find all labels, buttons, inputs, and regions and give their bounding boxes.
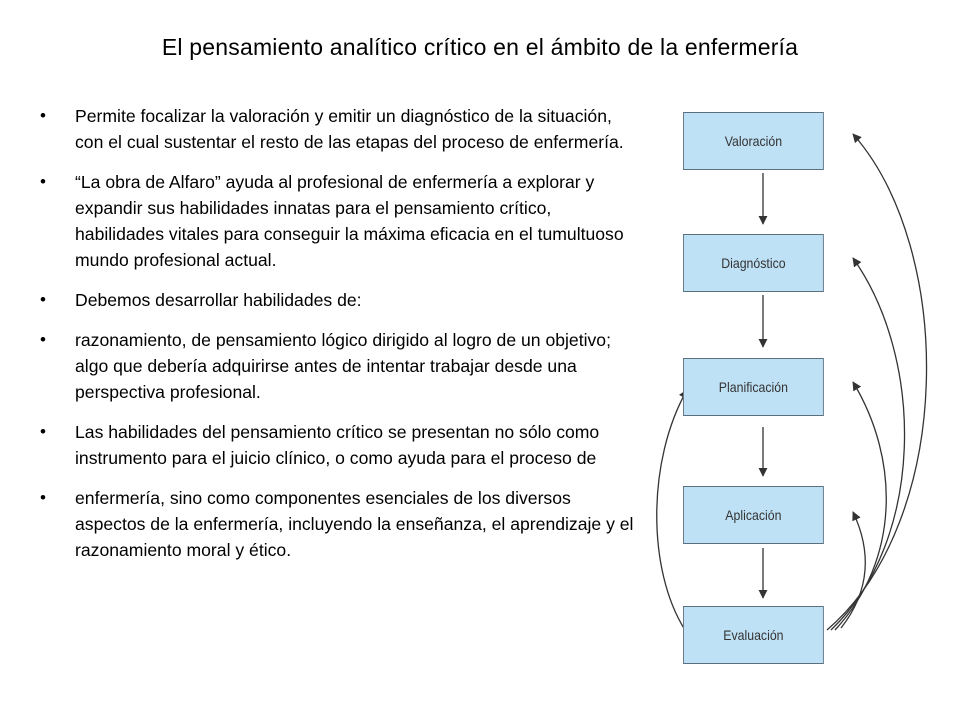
bullet-text: Las habilidades del pensamiento crítico se presentan no sólo como instrumento para el juicio clínico, o como ayuda para el proceso de	[75, 422, 600, 468]
bullet-list	[40, 103, 640, 563]
nursing-process-diagram	[655, 100, 935, 670]
bullet-item	[40, 327, 640, 405]
bullet-item	[40, 287, 640, 313]
feedback-arrow-valoracion	[827, 134, 927, 630]
bullet-icon: •	[40, 290, 46, 309]
bullet-text: Debemos desarrollar habilidades de:	[75, 290, 362, 310]
bullet-icon: •	[40, 106, 46, 125]
node-valoracion: Valoración	[683, 112, 824, 170]
bullet-text: razonamiento, de pensamiento lógico dirigido al logro de un objetivo; algo que debería adquirirse antes de intentar trabajar desde una perspectiva profesional.	[75, 330, 611, 402]
bullet-item	[40, 485, 640, 563]
feedback-arrow-aplicacion	[841, 512, 865, 628]
bullet-icon: •	[40, 330, 46, 349]
bullet-icon: •	[40, 422, 46, 441]
bullet-text: Permite focalizar la valoración y emitir un diagnóstico de la situación, con el cual sustentar el resto de las etapas del proceso de enfermería.	[75, 106, 624, 152]
bullet-text: enfermería, sino como componentes esenciales de los diversos aspectos de la enfermería, incluyendo la enseñanza, el aprendizaje y el razonamiento moral y ético.	[75, 488, 634, 560]
node-evaluacion: Evaluación	[683, 606, 824, 664]
node-planificacion: Planificación	[683, 358, 824, 416]
bullet-icon: •	[40, 172, 46, 191]
bullet-text: “La obra de Alfaro” ayuda al profesional de enfermería a explorar y expandir sus habilidades innatas para el pensamiento crítico, habilidades vitales para conseguir la máxima eficacia en el tumultuoso mundo profesional actual.	[75, 172, 624, 270]
bullet-item	[40, 103, 640, 155]
node-aplicacion: Aplicación	[683, 486, 824, 544]
slide-title: El pensamiento analítico crítico en el ámbito de la enfermería	[161, 34, 799, 60]
bullet-item	[40, 419, 640, 471]
bullet-item	[40, 169, 640, 273]
bullet-icon: •	[40, 488, 46, 507]
node-diagnostico: Diagnóstico	[683, 234, 824, 292]
feedback-arrow-diagnostico	[831, 258, 905, 630]
